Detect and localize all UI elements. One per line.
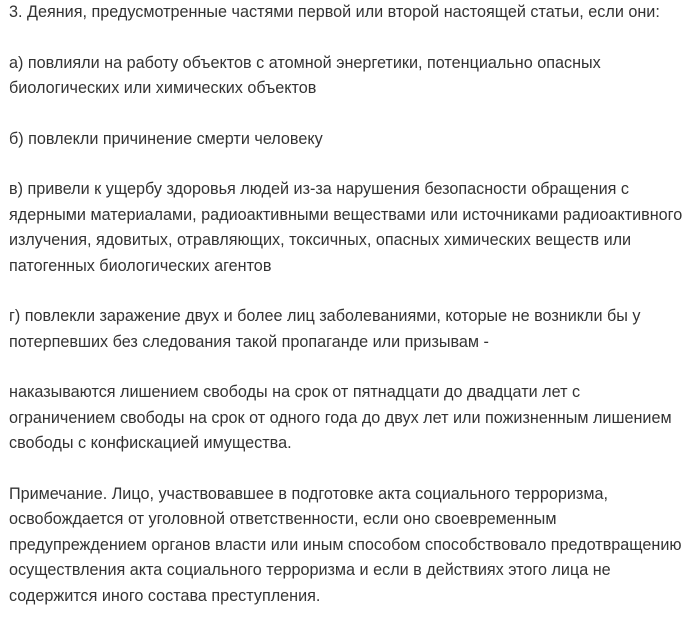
paragraph-item-a: а) повлияли на работу объектов с атомной энергетики, потенциально опасных биологических или химических объектов: [9, 53, 601, 97]
paragraph-note: Примечание. Лицо, участвовавшее в подготовке акта социального терроризма, освобождается от уголовной ответственности, если оно своевременным предупреждением органов власти или иным способом способствовало предотвращению осуществления акта социального терроризма и если в действиях этого лица не содержится иного состава преступления.: [9, 484, 682, 605]
paragraph-item-b: б) повлекли причинение смерти человеку: [9, 129, 323, 148]
paragraph-punishment: наказываются лишением свободы на срок от пятнадцати до двадцати лет с ограничением свободы на срок от одного года до двух лет или пожизненным лишением свободы с конфискацией имущества.: [9, 383, 672, 452]
paragraph-clause-3: 3. Деяния, предусмотренные частями первой или второй настоящей статьи, если они:: [9, 3, 660, 21]
document-body: [9, 0, 685, 609]
paragraph-item-g: г) повлекли заражение двух и более лиц заболеваниями, которые не возникли бы у потерпевших без следования такой пропаганде или призывам -: [9, 307, 641, 351]
paragraph-item-v: в) привели к ущербу здоровья людей из-за нарушения безопасности обращения с ядерными материалами, радиоактивными веществами или источниками радиоактивного излучения, ядовитых, отравляющих, токсичных, опасных химических веществ или патогенных биологических агентов: [9, 180, 683, 275]
